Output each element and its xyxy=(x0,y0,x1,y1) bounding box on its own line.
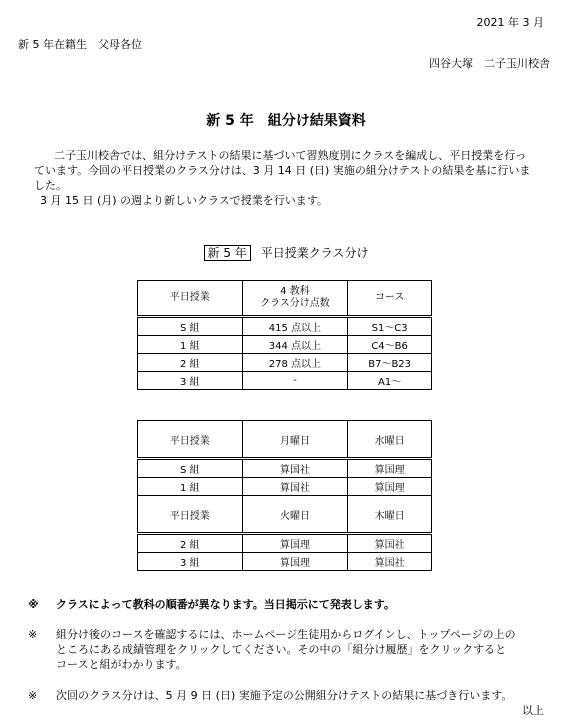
table-cell: 1 組 xyxy=(138,336,243,354)
table-cell: 算国理 xyxy=(242,553,348,571)
table-cell: 算国理 xyxy=(348,459,432,478)
document-date: 2021 年 3 月 xyxy=(476,16,544,29)
class-score-table xyxy=(137,280,432,390)
weekday-schedule-table xyxy=(137,420,432,571)
table-row xyxy=(138,478,432,496)
note-next-class-division xyxy=(28,688,548,703)
table-cell: 算国社 xyxy=(348,534,432,553)
intro-line: した。 xyxy=(34,179,67,192)
recipient-line: 新 5 年在籍生 父母各位 xyxy=(18,38,142,51)
table-cell: S1～C3 xyxy=(348,317,432,336)
table-cell: 1 組 xyxy=(138,478,243,496)
table-cell: 算国社 xyxy=(348,553,432,571)
table-cell: B7～B23 xyxy=(348,354,432,372)
note-line: コースと組がわかります。 xyxy=(56,658,187,671)
note-mark: ※ xyxy=(28,598,39,611)
note-subject-order xyxy=(28,597,548,612)
table-cell: 算国社 xyxy=(242,478,348,496)
table-row xyxy=(138,354,432,372)
table-cell: 算国社 xyxy=(242,459,348,478)
table-cell: S 組 xyxy=(138,459,243,478)
document-title: 新 5 年 組分け結果資料 xyxy=(206,113,366,129)
intro-line: 二子玉川校舎では、組分けテストの結果に基づいて習熟度別にクラスを編成し、平日授業を行っ xyxy=(54,149,527,162)
table-cell: - xyxy=(242,372,348,390)
header-cell: 月曜日 xyxy=(242,421,348,459)
grade-box-label: 新 5 年 xyxy=(204,245,251,261)
intro-line: ています。今回の平日授業のクラス分けは、3 月 14 日 (日) 実施の組分けテストの結果を基に行いま xyxy=(34,164,531,177)
table-row xyxy=(138,317,432,336)
header-cell-line: 4 教科 xyxy=(280,286,310,297)
header-cell: 平日授業 xyxy=(138,421,243,459)
closing-mark: 以上 xyxy=(522,704,544,717)
note-line: ところにある成績管理をクリックしてください。その中の「組分け履歴」をクリックすると xyxy=(56,643,507,656)
table-cell: 415 点以上 xyxy=(242,317,348,336)
note-line: 組分け後のコースを確認するには、ホームページ生徒用からログインし、トップページの上の xyxy=(56,628,516,641)
note-mark: ※ xyxy=(28,689,38,702)
note-course-check xyxy=(28,627,548,672)
table-cell: 3 組 xyxy=(138,372,243,390)
sender-line: 四谷大塚 二子玉川校舎 xyxy=(429,57,550,70)
note-mark: ※ xyxy=(28,628,38,641)
table-cell: 3 組 xyxy=(138,553,243,571)
intro-paragraph xyxy=(34,148,534,208)
table-cell: 344 点以上 xyxy=(242,336,348,354)
table-cell: 算国理 xyxy=(242,534,348,553)
table-row xyxy=(138,372,432,390)
table-cell: C4～B6 xyxy=(348,336,432,354)
table-cell: 278 点以上 xyxy=(242,354,348,372)
table-cell: A1～ xyxy=(348,372,432,390)
header-cell: 木曜日 xyxy=(348,496,432,534)
table-row xyxy=(138,459,432,478)
table-row xyxy=(138,336,432,354)
intro-line: 3 月 15 日 (月) の週より新しいクラスで授業を行います。 xyxy=(40,194,328,207)
note-text: 次回のクラス分けは、5 月 9 日 (日) 実施予定の公開組分けテストの結果に基づき行います。 xyxy=(56,689,513,702)
header-cell xyxy=(242,281,348,317)
header-cell: 平日授業 xyxy=(138,281,243,317)
header-cell-line: クラス分け点数 xyxy=(260,298,330,309)
table-header-row xyxy=(138,421,432,459)
header-cell: 平日授業 xyxy=(138,496,243,534)
table-cell: S 組 xyxy=(138,317,243,336)
header-cell: 火曜日 xyxy=(242,496,348,534)
table-header-row xyxy=(138,281,432,317)
table-cell: 2 組 xyxy=(138,354,243,372)
note-text xyxy=(56,627,548,672)
table-header-row xyxy=(138,496,432,534)
section-subtitle xyxy=(0,244,572,261)
subtitle-text: 平日授業クラス分け xyxy=(260,246,369,260)
note-text: クラスによって教科の順番が異なります。当日掲示にて発表します。 xyxy=(56,598,395,611)
header-cell: コース xyxy=(348,281,432,317)
table-cell: 2 組 xyxy=(138,534,243,553)
header-cell: 水曜日 xyxy=(348,421,432,459)
table-cell: 算国理 xyxy=(348,478,432,496)
table-row xyxy=(138,534,432,553)
table-row xyxy=(138,553,432,571)
